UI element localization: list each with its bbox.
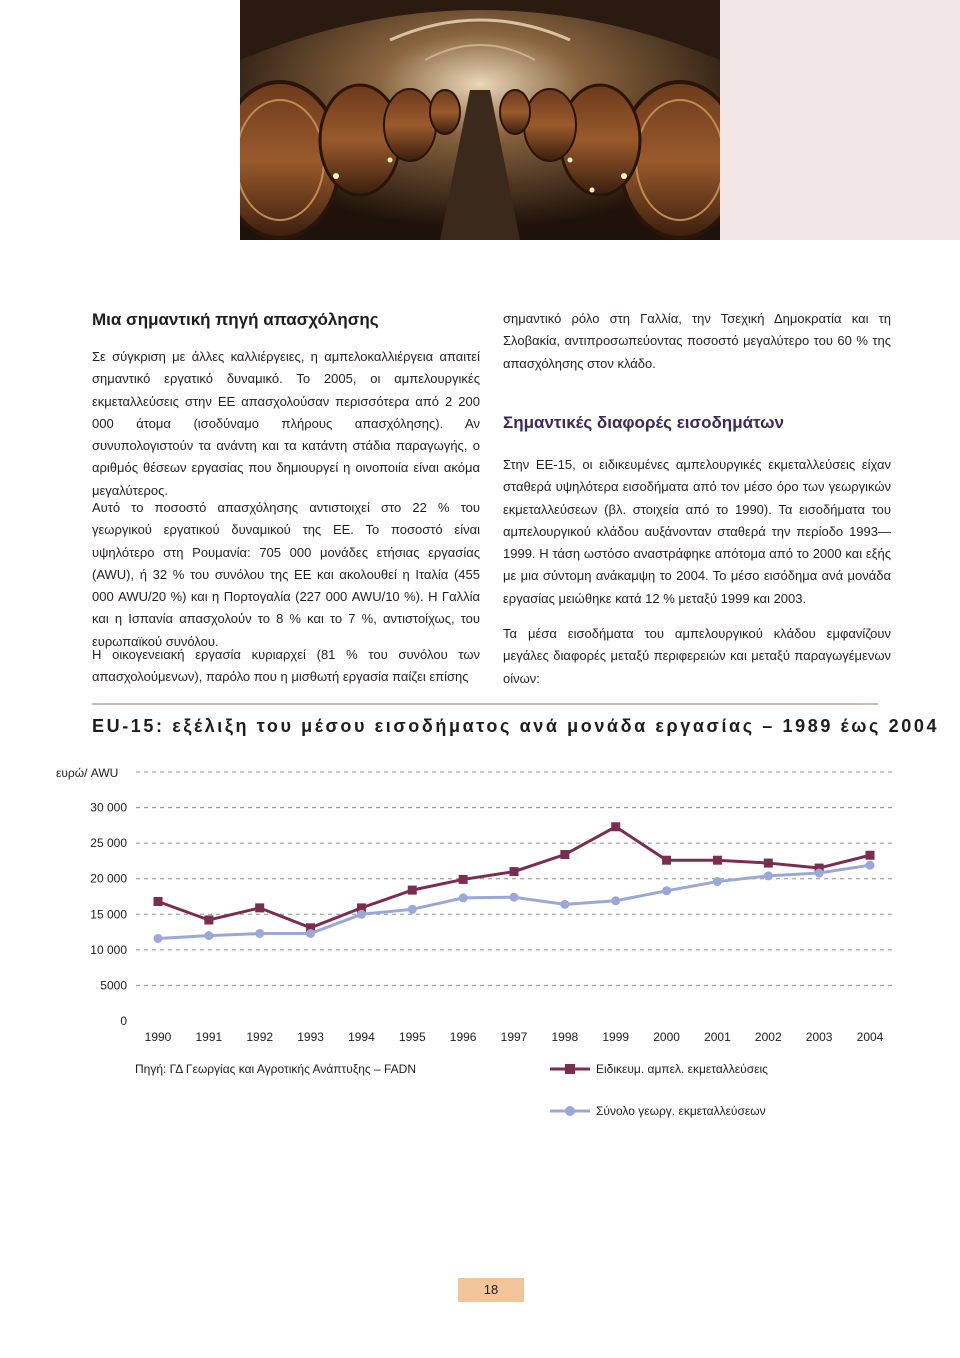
y-tick-label: 15 000 (90, 907, 127, 922)
paragraph-left-3: Η οικογενειακή εργασία κυριαρχεί (81 % του συνόλου των απασχολούμενων), παρόλο που η μισθωτή εργασία παίζει επίσης (92, 647, 480, 685)
chart-title: EU-15: εξέλιξη του μέσου εισοδήματος ανά μονάδα εργασίας – 1989 έως 2004 (92, 716, 940, 736)
x-tick-label: 1995 (398, 1030, 426, 1044)
data-point-series-1 (611, 896, 620, 905)
section-heading-income: Σημαντικές διαφορές εισοδημάτων (503, 413, 784, 432)
legend-label-specialist: Ειδικευμ. αμπελ. εκμεταλλεύσεις (596, 1062, 768, 1076)
y-tick-label: 20 000 (90, 871, 127, 886)
x-tick-label: 2002 (754, 1030, 782, 1044)
data-point-series-1 (357, 910, 366, 919)
data-point-series-0 (510, 867, 519, 876)
data-point-series-0 (459, 875, 468, 884)
data-point-series-0 (764, 859, 773, 868)
data-point-series-0 (560, 850, 569, 859)
data-point-series-1 (866, 861, 875, 870)
data-point-series-1 (154, 934, 163, 943)
wine-cellar-photo (240, 0, 720, 240)
data-point-series-0 (662, 856, 671, 865)
y-tick-label: 25 000 (90, 836, 127, 851)
x-tick-label: 1990 (144, 1030, 172, 1044)
data-point-series-1 (662, 886, 671, 895)
data-point-series-0 (713, 856, 722, 865)
x-tick-label: 1997 (500, 1030, 528, 1044)
chart-source: Πηγή: ΓΔ Γεωργίας και Αγροτικής Ανάπτυξης – FADN (135, 1062, 417, 1076)
paragraph-right-3: Τα μέσα εισοδήματα του αμπελουργικού κλάδου εμφανίζουν μεγάλες διαφορές μεταξύ περιφερειών και μεταξύ παραγωγέμενων οίνων: (503, 626, 891, 686)
paragraph-left-1: Σε σύγκριση με άλλες καλλιέργειες, η αμπελοκαλλιέργεια απαιτεί σημαντικό εργατικό δυναμικό. Το 2005, οι αμπελουργικές εκμεταλλεύσεις στην ΕΕ απασχολούσαν περισσότερα από 2 200 000 άτομα (ισοδύναμο πλήρους απασχόλησης). Αν συνυπολογιστούν τα ανάντη και τα κατάντη στάδια παραγωγής, ο αριθμός θέσεων εργασίας που δημιουργεί η οινοποιία είναι ακόμα μεγαλύτερος. (92, 349, 480, 498)
data-point-series-1 (306, 929, 315, 938)
x-tick-label: 2004 (856, 1030, 884, 1044)
data-point-series-0 (154, 897, 163, 906)
x-tick-label: 1996 (449, 1030, 477, 1044)
x-tick-label: 1998 (551, 1030, 579, 1044)
x-tick-label: 1992 (246, 1030, 274, 1044)
page-number: 18 (458, 1278, 524, 1302)
x-tick-label: 2003 (805, 1030, 833, 1044)
y-tick-label: 5000 (100, 978, 127, 993)
paragraph-right-1: σημαντικό ρόλο στη Γαλλία, την Τσεχική Δημοκρατία και τη Σλοβακία, αντιπροσωπεύοντας ποσοστό μεγαλύτερο του 60 % της απασχόλησης στον κλάδο. (503, 311, 891, 371)
y-tick-label: 30 000 (90, 800, 127, 815)
series-line-1 (158, 865, 870, 938)
data-point-series-1 (204, 931, 213, 940)
section-heading-employment: Μια σημαντική πηγή απασχόλησης (92, 310, 379, 329)
y-tick-label: 10 000 (90, 942, 127, 957)
x-tick-label: 1991 (195, 1030, 223, 1044)
y-axis-label: ευρώ/ AWU (56, 766, 119, 780)
chart-top-rule (92, 703, 878, 705)
data-point-series-1 (510, 893, 519, 902)
x-tick-label: 1994 (348, 1030, 375, 1044)
income-line-chart (0, 750, 960, 1060)
data-point-series-1 (764, 871, 773, 880)
x-tick-label: 2000 (653, 1030, 680, 1044)
data-point-series-1 (459, 893, 468, 902)
data-point-series-1 (815, 869, 824, 878)
data-point-series-0 (204, 915, 213, 924)
data-point-series-1 (408, 905, 417, 914)
data-point-series-0 (611, 822, 620, 831)
x-tick-label: 1999 (602, 1030, 630, 1044)
x-tick-label: 1993 (297, 1030, 324, 1044)
paragraph-right-2: Στην ΕΕ-15, οι ειδικευμένες αμπελουργικές εκμεταλλεύσεις είχαν σταθερά υψηλότερα εισοδήματα από τον μέσο όρο των γεωργικών εκμεταλλεύσεων (βλ. στοιχεία από το 1990). Τα εισοδήματα του αμπελουργικού κλάδου αυξάνονταν σταθερά την περίοδο 1993—1999. Η τάση ωστόσο αναστράφηκε απότομα από το 2000 και εξής με μια σύντομη ανάκαμψη το 2004. Το μέσο εισόδημα ανά μονάδα εργασίας μειώθηκε κατά 12 % μεταξύ 1999 και 2003. (503, 457, 891, 606)
data-point-series-0 (408, 886, 417, 895)
y-tick-label: 0 (120, 1014, 127, 1028)
data-point-series-0 (866, 851, 875, 860)
data-point-series-1 (560, 900, 569, 909)
x-tick-label: 2001 (704, 1030, 731, 1044)
data-point-series-1 (713, 877, 722, 886)
legend-label-all-farms: Σύνολο γεωργ. εκμεταλλεύσεων (596, 1104, 766, 1118)
data-point-series-1 (255, 929, 264, 938)
data-point-series-0 (255, 903, 264, 912)
paragraph-left-2: Αυτό το ποσοστό απασχόλησης αντιστοιχεί στο 22 % του γεωργικού εργατικού δυναμικού της ΕΕ. Το ποσοστό είναι υψηλότερο στη Ρουμανία: 705 000 μονάδες ετήσιας εργασίας (AWU), ή 32 % του συνόλου της ΕΕ και ακολουθεί η Ιταλία (455 000 AWU/20 %) και η Πορτογαλία (227 000 AWU/10 %). Η Γαλλία και η Ισπανία απασχολούν το 8 % και το 7 %, αντιστοίχως, του ευρωπαϊκού συνόλου. (92, 500, 480, 649)
decorative-band (720, 0, 960, 240)
